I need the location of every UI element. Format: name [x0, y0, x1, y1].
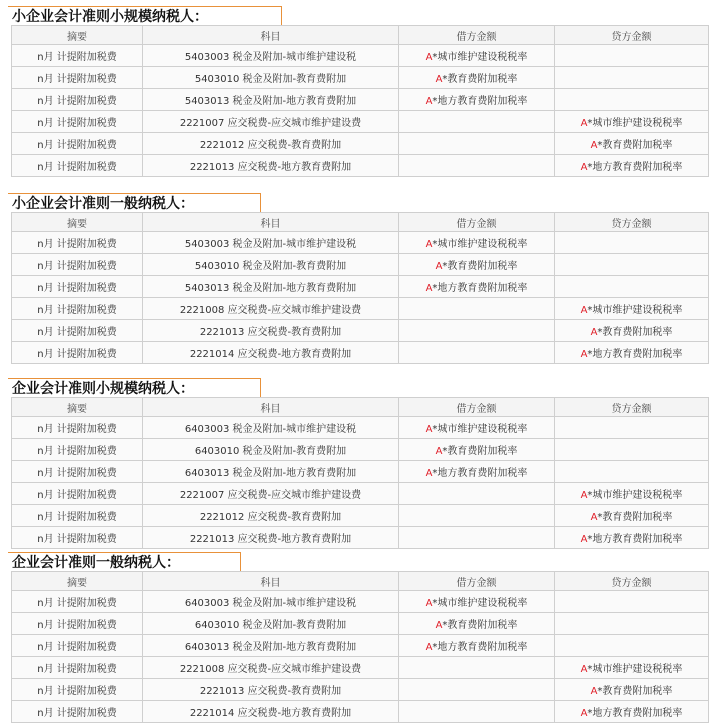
summary-cell: n月 计提附加税费 — [12, 133, 143, 155]
credit-cell — [555, 320, 709, 342]
summary-cell: n月 计提附加税费 — [12, 701, 143, 723]
amount-prefix: A — [580, 490, 588, 501]
debit-cell — [399, 461, 555, 483]
credit-cell — [555, 111, 709, 133]
summary-cell: n月 计提附加税费 — [12, 67, 143, 89]
table-row — [12, 254, 709, 276]
credit-cell — [555, 45, 709, 67]
credit-cell — [555, 657, 709, 679]
debit-header: 借方金额 — [399, 213, 555, 232]
credit-header: 贷方金额 — [555, 213, 709, 232]
account-cell: 2221012 应交税费-教育费附加 — [143, 133, 399, 155]
credit-rate-text: *教育费附加税率 — [597, 140, 673, 151]
table-row — [12, 67, 709, 89]
summary-header: 摘要 — [12, 213, 143, 232]
table-row — [12, 527, 709, 549]
debit-header: 借方金额 — [399, 398, 555, 417]
account-cell: 2221012 应交税费-教育费附加 — [143, 505, 399, 527]
table-row — [12, 342, 709, 364]
account-cell: 5403013 税金及附加-地方教育费附加 — [143, 89, 399, 111]
summary-cell: n月 计提附加税费 — [12, 417, 143, 439]
table-row — [12, 439, 709, 461]
debit-rate-text: *地方教育费附加税率 — [432, 642, 528, 653]
account-cell: 6403013 税金及附加-地方教育费附加 — [143, 635, 399, 657]
account-cell: 2221014 应交税费-地方教育费附加 — [143, 342, 399, 364]
section-title: 企业会计准则一般纳税人： — [8, 552, 241, 572]
account-cell: 5403003 税金及附加-城市维护建设税 — [143, 45, 399, 67]
summary-cell: n月 计提附加税费 — [12, 483, 143, 505]
account-cell: 2221013 应交税费-地方教育费附加 — [143, 527, 399, 549]
table-row — [12, 613, 709, 635]
debit-header: 借方金额 — [399, 26, 555, 45]
amount-prefix: A — [580, 118, 588, 129]
credit-rate-text: *地方教育费附加税率 — [587, 534, 683, 545]
debit-rate-text: *地方教育费附加税率 — [432, 283, 528, 294]
account-cell: 6403003 税金及附加-城市维护建设税 — [143, 591, 399, 613]
table-row — [12, 155, 709, 177]
credit-rate-text: *教育费附加税率 — [597, 327, 673, 338]
debit-rate-text: *教育费附加税率 — [442, 446, 518, 457]
amount-prefix: A — [590, 686, 598, 697]
table-row — [12, 232, 709, 254]
table-row — [12, 635, 709, 657]
credit-cell — [555, 133, 709, 155]
amount-prefix: A — [425, 52, 433, 63]
debit-cell — [399, 527, 555, 549]
debit-cell — [399, 701, 555, 723]
summary-cell: n月 计提附加税费 — [12, 657, 143, 679]
credit-header: 贷方金额 — [555, 398, 709, 417]
table-row — [12, 298, 709, 320]
amount-prefix: A — [425, 598, 433, 609]
summary-cell: n月 计提附加税费 — [12, 320, 143, 342]
credit-cell — [555, 591, 709, 613]
credit-cell — [555, 483, 709, 505]
amount-prefix: A — [580, 305, 588, 316]
credit-header: 贷方金额 — [555, 572, 709, 591]
debit-rate-text: *教育费附加税率 — [442, 261, 518, 272]
account-cell: 2221007 应交税费-应交城市维护建设费 — [143, 111, 399, 133]
account-cell: 5403003 税金及附加-城市维护建设税 — [143, 232, 399, 254]
account-cell: 2221007 应交税费-应交城市维护建设费 — [143, 483, 399, 505]
summary-cell: n月 计提附加税费 — [12, 591, 143, 613]
credit-cell — [555, 342, 709, 364]
account-cell: 6403013 税金及附加-地方教育费附加 — [143, 461, 399, 483]
section-title: 小企业会计准则一般纳税人： — [8, 193, 261, 213]
account-cell: 6403003 税金及附加-城市维护建设税 — [143, 417, 399, 439]
account-header: 科目 — [143, 213, 399, 232]
table-row — [12, 461, 709, 483]
amount-prefix: A — [425, 468, 433, 479]
debit-rate-text: *教育费附加税率 — [442, 74, 518, 85]
amount-prefix: A — [435, 261, 443, 272]
table-row — [12, 133, 709, 155]
amount-prefix: A — [425, 642, 433, 653]
debit-cell — [399, 232, 555, 254]
summary-cell: n月 计提附加税费 — [12, 232, 143, 254]
amount-prefix: A — [425, 96, 433, 107]
account-cell: 2221013 应交税费-教育费附加 — [143, 679, 399, 701]
journal-entry-table — [11, 571, 709, 723]
summary-cell: n月 计提附加税费 — [12, 461, 143, 483]
summary-cell: n月 计提附加税费 — [12, 298, 143, 320]
account-cell: 2221013 应交税费-教育费附加 — [143, 320, 399, 342]
table-row — [12, 483, 709, 505]
credit-rate-text: *教育费附加税率 — [597, 686, 673, 697]
debit-cell — [399, 111, 555, 133]
credit-rate-text: *城市维护建设税税率 — [587, 118, 683, 129]
table-header-row — [12, 26, 709, 45]
credit-rate-text: *城市维护建设税税率 — [587, 305, 683, 316]
table-row — [12, 89, 709, 111]
debit-cell — [399, 89, 555, 111]
table-header-row — [12, 572, 709, 591]
debit-cell — [399, 155, 555, 177]
amount-prefix: A — [435, 74, 443, 85]
debit-cell — [399, 67, 555, 89]
account-header: 科目 — [143, 26, 399, 45]
journal-entry-table — [11, 397, 709, 549]
debit-cell — [399, 635, 555, 657]
journal-entry-table — [11, 212, 709, 364]
credit-rate-text: *城市维护建设税税率 — [587, 664, 683, 675]
account-cell: 5403010 税金及附加-教育费附加 — [143, 67, 399, 89]
amount-prefix: A — [590, 140, 598, 151]
debit-cell — [399, 483, 555, 505]
table-row — [12, 657, 709, 679]
credit-cell — [555, 155, 709, 177]
credit-cell — [555, 439, 709, 461]
debit-cell — [399, 276, 555, 298]
table-header-row — [12, 213, 709, 232]
credit-cell — [555, 635, 709, 657]
summary-header: 摘要 — [12, 398, 143, 417]
summary-header: 摘要 — [12, 572, 143, 591]
amount-prefix: A — [435, 620, 443, 631]
credit-cell — [555, 232, 709, 254]
account-cell: 2221008 应交税费-应交城市维护建设费 — [143, 298, 399, 320]
debit-cell — [399, 505, 555, 527]
debit-cell — [399, 591, 555, 613]
debit-header: 借方金额 — [399, 572, 555, 591]
account-cell: 5403010 税金及附加-教育费附加 — [143, 254, 399, 276]
debit-cell — [399, 133, 555, 155]
summary-cell: n月 计提附加税费 — [12, 635, 143, 657]
account-cell: 6403010 税金及附加-教育费附加 — [143, 439, 399, 461]
summary-cell: n月 计提附加税费 — [12, 342, 143, 364]
table-row — [12, 591, 709, 613]
credit-cell — [555, 67, 709, 89]
section-title: 小企业会计准则小规模纳税人： — [8, 6, 282, 26]
account-cell: 6403010 税金及附加-教育费附加 — [143, 613, 399, 635]
amount-prefix: A — [435, 446, 443, 457]
summary-header: 摘要 — [12, 26, 143, 45]
debit-rate-text: *城市维护建设税税率 — [432, 424, 528, 435]
debit-rate-text: *教育费附加税率 — [442, 620, 518, 631]
credit-cell — [555, 505, 709, 527]
summary-cell: n月 计提附加税费 — [12, 613, 143, 635]
debit-cell — [399, 679, 555, 701]
summary-cell: n月 计提附加税费 — [12, 254, 143, 276]
account-header: 科目 — [143, 572, 399, 591]
debit-cell — [399, 417, 555, 439]
amount-prefix: A — [580, 664, 588, 675]
table-row — [12, 320, 709, 342]
debit-rate-text: *城市维护建设税税率 — [432, 52, 528, 63]
credit-cell — [555, 679, 709, 701]
summary-cell: n月 计提附加税费 — [12, 276, 143, 298]
credit-cell — [555, 527, 709, 549]
table-row — [12, 701, 709, 723]
debit-cell — [399, 254, 555, 276]
credit-rate-text: *城市维护建设税税率 — [587, 490, 683, 501]
debit-cell — [399, 439, 555, 461]
debit-rate-text: *地方教育费附加税率 — [432, 468, 528, 479]
credit-rate-text: *地方教育费附加税率 — [587, 162, 683, 173]
account-cell: 5403013 税金及附加-地方教育费附加 — [143, 276, 399, 298]
credit-cell — [555, 89, 709, 111]
summary-cell: n月 计提附加税费 — [12, 679, 143, 701]
summary-cell: n月 计提附加税费 — [12, 45, 143, 67]
credit-cell — [555, 254, 709, 276]
summary-cell: n月 计提附加税费 — [12, 155, 143, 177]
table-row — [12, 276, 709, 298]
account-cell: 2221013 应交税费-地方教育费附加 — [143, 155, 399, 177]
amount-prefix: A — [580, 708, 588, 719]
amount-prefix: A — [425, 424, 433, 435]
credit-cell — [555, 298, 709, 320]
debit-rate-text: *城市维护建设税税率 — [432, 598, 528, 609]
table-row — [12, 417, 709, 439]
amount-prefix: A — [580, 534, 588, 545]
amount-prefix: A — [425, 239, 433, 250]
summary-cell: n月 计提附加税费 — [12, 439, 143, 461]
credit-rate-text: *地方教育费附加税率 — [587, 349, 683, 360]
amount-prefix: A — [580, 162, 588, 173]
credit-cell — [555, 701, 709, 723]
summary-cell: n月 计提附加税费 — [12, 111, 143, 133]
account-cell: 2221014 应交税费-地方教育费附加 — [143, 701, 399, 723]
journal-entry-table — [11, 25, 709, 177]
amount-prefix: A — [580, 349, 588, 360]
debit-rate-text: *地方教育费附加税率 — [432, 96, 528, 107]
debit-cell — [399, 45, 555, 67]
credit-rate-text: *地方教育费附加税率 — [587, 708, 683, 719]
credit-cell — [555, 276, 709, 298]
summary-cell: n月 计提附加税费 — [12, 89, 143, 111]
credit-cell — [555, 613, 709, 635]
debit-rate-text: *城市维护建设税税率 — [432, 239, 528, 250]
account-cell: 2221008 应交税费-应交城市维护建设费 — [143, 657, 399, 679]
summary-cell: n月 计提附加税费 — [12, 527, 143, 549]
debit-cell — [399, 613, 555, 635]
debit-cell — [399, 657, 555, 679]
account-header: 科目 — [143, 398, 399, 417]
debit-cell — [399, 342, 555, 364]
amount-prefix: A — [590, 327, 598, 338]
summary-cell: n月 计提附加税费 — [12, 505, 143, 527]
table-row — [12, 679, 709, 701]
credit-header: 贷方金额 — [555, 26, 709, 45]
amount-prefix: A — [425, 283, 433, 294]
debit-cell — [399, 298, 555, 320]
debit-cell — [399, 320, 555, 342]
table-row — [12, 45, 709, 67]
table-row — [12, 111, 709, 133]
credit-rate-text: *教育费附加税率 — [597, 512, 673, 523]
table-header-row — [12, 398, 709, 417]
credit-cell — [555, 461, 709, 483]
section-title: 企业会计准则小规模纳税人： — [8, 378, 261, 398]
table-row — [12, 505, 709, 527]
amount-prefix: A — [590, 512, 598, 523]
credit-cell — [555, 417, 709, 439]
